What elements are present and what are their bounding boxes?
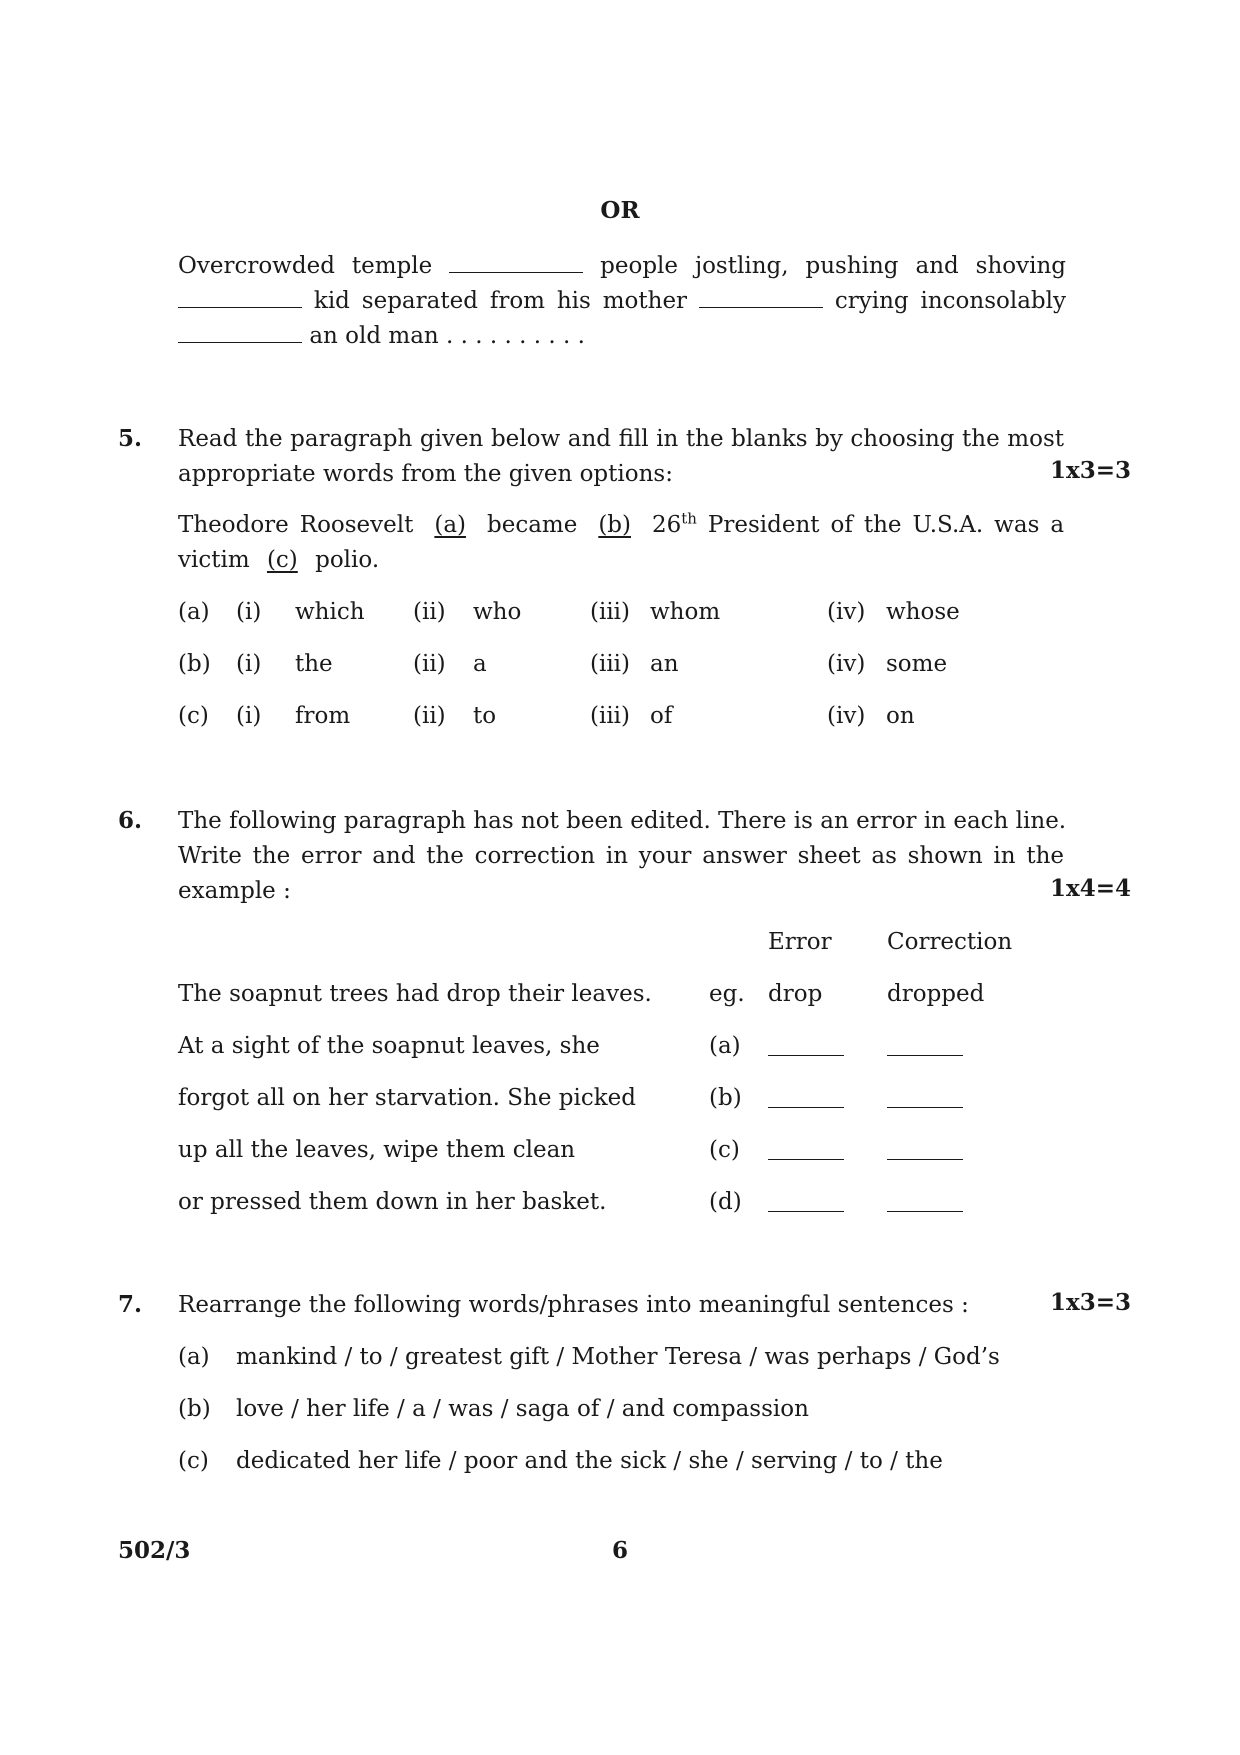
q5-para-text: victim xyxy=(178,547,250,573)
blank-line xyxy=(449,250,583,273)
q6-row-text: forgot all on her starvation. She picked xyxy=(178,1085,636,1111)
correction-blank xyxy=(887,1107,963,1108)
q5-para-line-1 xyxy=(178,510,1064,540)
correction-blank xyxy=(887,1211,963,1212)
q5-marks: 1x3=3 xyxy=(1050,457,1131,484)
q6-row-label: (d) xyxy=(709,1189,742,1215)
q7-marks: 1x3=3 xyxy=(1050,1289,1131,1316)
or-para-line-3 xyxy=(178,320,585,351)
or-para-text: kid separated from his mother xyxy=(313,288,688,314)
error-blank xyxy=(768,1107,844,1108)
q6-row-text: up all the leaves, wipe them clean xyxy=(178,1137,576,1163)
q6-text-line-1: The following paragraph has not been edited. There is an error in each line. xyxy=(178,808,1067,834)
option-word: from xyxy=(295,703,351,729)
option-numeral: (iv) xyxy=(827,651,866,677)
q7-item-label: (c) xyxy=(178,1448,209,1474)
error-blank xyxy=(768,1159,844,1160)
q5-para-line-2 xyxy=(178,545,379,575)
error-blank xyxy=(768,1055,844,1056)
q6-row-text: The soapnut trees had drop their leaves. xyxy=(178,981,652,1007)
q7-item-label: (a) xyxy=(178,1344,210,1370)
or-para-text: Overcrowded temple xyxy=(178,253,433,279)
or-heading: OR xyxy=(600,197,640,224)
option-numeral: (iii) xyxy=(590,703,631,729)
q5-number-26: 26 xyxy=(651,512,682,538)
q6-row-label: (a) xyxy=(709,1033,741,1059)
q5-para-text: became xyxy=(487,512,578,538)
option-row-label: (c) xyxy=(178,703,209,729)
or-para-text: an old man . . . . . . . . . . xyxy=(309,323,585,349)
correction-blank xyxy=(887,1055,963,1056)
option-word: to xyxy=(473,703,497,729)
blank-c: (c) xyxy=(266,547,298,573)
blank-line xyxy=(178,285,302,308)
q7-item-text: mankind / to / greatest gift / Mother Teresa / was perhaps / God’s xyxy=(236,1344,1000,1370)
q5-para-text: Theodore Roosevelt xyxy=(178,512,414,538)
option-word: whose xyxy=(886,599,960,625)
q6-row-label: (b) xyxy=(709,1085,742,1111)
q5-text-line-1: Read the paragraph given below and fill in the blanks by choosing the most xyxy=(178,426,1064,452)
q7-number: 7. xyxy=(118,1291,143,1318)
option-numeral: (ii) xyxy=(413,599,446,625)
option-word: an xyxy=(650,651,679,677)
option-numeral: (iv) xyxy=(827,599,866,625)
option-row-label: (a) xyxy=(178,599,210,625)
q6-row-label: eg. xyxy=(709,981,745,1007)
option-numeral: (iv) xyxy=(827,703,866,729)
blank-a: (a) xyxy=(434,512,467,538)
q6-row-correction: dropped xyxy=(887,981,985,1007)
blank-line xyxy=(178,320,302,343)
option-word: whom xyxy=(650,599,721,625)
footer-paper-code: 502/3 xyxy=(118,1537,191,1564)
q6-text-line-3: example : xyxy=(178,878,291,904)
q5-number: 5. xyxy=(118,425,143,452)
option-word: some xyxy=(886,651,948,677)
q7-item-label: (b) xyxy=(178,1396,211,1422)
footer-page-number: 6 xyxy=(611,1537,628,1564)
q7-item-text: dedicated her life / poor and the sick / she / serving / to / the xyxy=(236,1448,943,1474)
correction-blank xyxy=(887,1159,963,1160)
q5-para-text: polio. xyxy=(315,547,380,573)
q5-text-line-2: appropriate words from the given options: xyxy=(178,461,673,487)
q5-ordinal xyxy=(651,509,697,538)
option-word: the xyxy=(295,651,333,677)
q6-text-line-2: Write the error and the correction in your answer sheet as shown in the xyxy=(178,843,1064,869)
option-numeral: (iii) xyxy=(590,651,631,677)
q6-row-error: drop xyxy=(768,981,823,1007)
option-row-label: (b) xyxy=(178,651,211,677)
option-numeral: (i) xyxy=(236,599,262,625)
option-numeral: (iii) xyxy=(590,599,631,625)
option-word: of xyxy=(650,703,673,729)
q7-item-text: love / her life / a / was / saga of / and compassion xyxy=(236,1396,809,1422)
option-word: on xyxy=(886,703,915,729)
q6-marks: 1x4=4 xyxy=(1050,875,1131,902)
or-para-line-2 xyxy=(178,285,1066,316)
q7-text: Rearrange the following words/phrases into meaningful sentences : xyxy=(178,1292,969,1318)
superscript-th: th xyxy=(681,509,697,528)
option-numeral: (ii) xyxy=(413,703,446,729)
q6-row-text: or pressed them down in her basket. xyxy=(178,1189,607,1215)
q5-para-text: President of the U.S.A. was a xyxy=(707,512,1065,538)
blank-b: (b) xyxy=(598,512,631,538)
q6-number: 6. xyxy=(118,807,143,834)
option-word: which xyxy=(295,599,365,625)
column-header-correction: Correction xyxy=(887,929,1013,955)
q6-row-label: (c) xyxy=(709,1137,740,1163)
column-header-error: Error xyxy=(768,929,832,955)
option-numeral: (i) xyxy=(236,651,262,677)
q6-row-text: At a sight of the soapnut leaves, she xyxy=(178,1033,600,1059)
or-para-line-1 xyxy=(178,250,1066,281)
option-numeral: (i) xyxy=(236,703,262,729)
option-word: a xyxy=(473,651,487,677)
option-numeral: (ii) xyxy=(413,651,446,677)
error-blank xyxy=(768,1211,844,1212)
or-para-text: people jostling, pushing and shoving xyxy=(600,253,1067,279)
option-word: who xyxy=(473,599,522,625)
blank-line xyxy=(699,285,823,308)
or-para-text: crying inconsolably xyxy=(834,288,1066,314)
